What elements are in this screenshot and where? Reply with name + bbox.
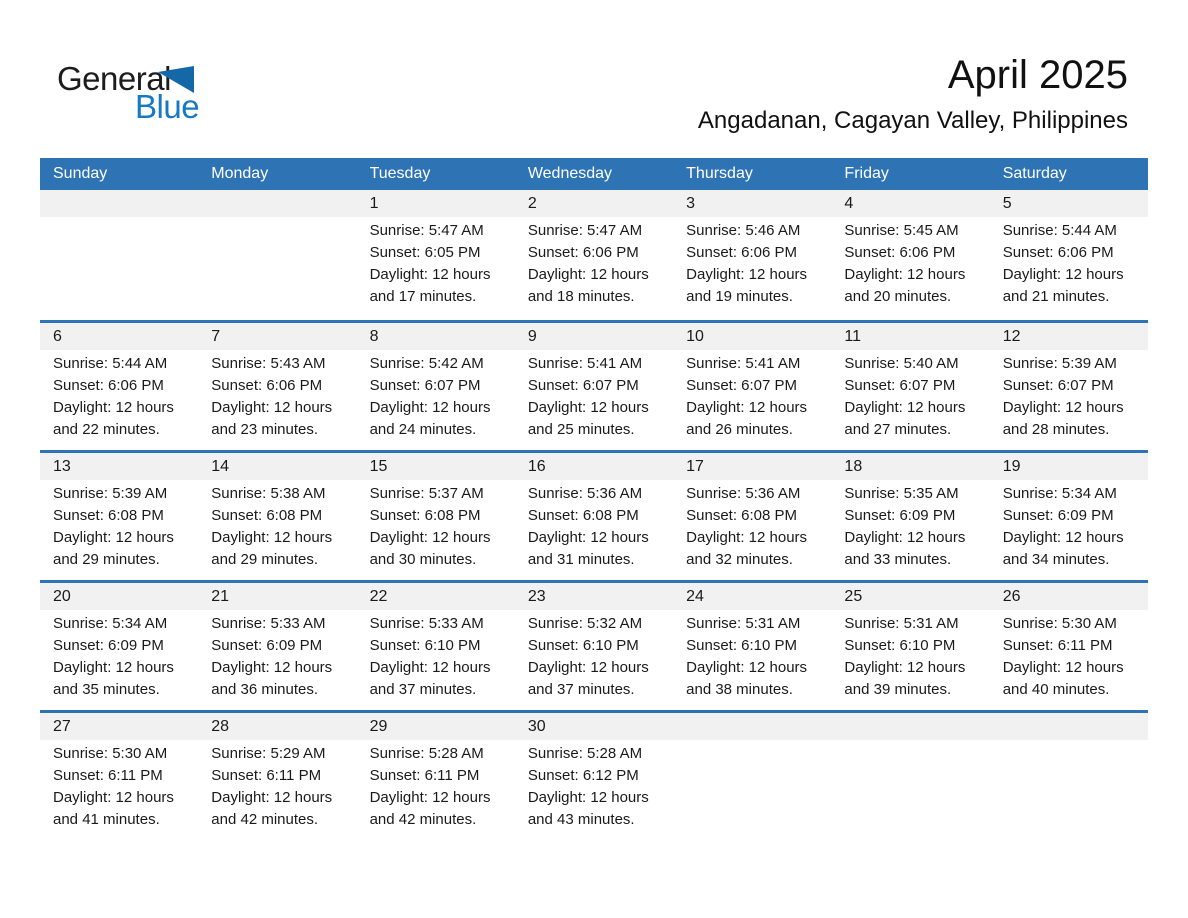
sunset-text: Sunset: 6:08 PM: [686, 507, 798, 524]
day-number-strip: [198, 190, 356, 217]
daylight-hours-text: Daylight: 12 hours: [53, 399, 174, 416]
day-cell: [515, 323, 673, 450]
day-number-strip: [40, 323, 198, 350]
sunrise-text: Sunrise: 5:31 AM: [686, 615, 801, 632]
day-info: [515, 217, 673, 308]
daylight-hours-text: Daylight: 12 hours: [369, 789, 491, 806]
daylight-minutes-text: and 29 minutes.: [53, 551, 160, 568]
daylight-minutes-text: and 24 minutes.: [369, 421, 477, 438]
daylight-hours-text: Daylight: 12 hours: [686, 266, 808, 283]
daylight-hours-text: Daylight: 12 hours: [369, 266, 491, 283]
daylight-hours-text: Daylight: 12 hours: [211, 399, 333, 416]
daylight-minutes-text: and 34 minutes.: [1002, 551, 1110, 568]
day-cell: [831, 583, 989, 710]
day-number-strip: [990, 190, 1148, 217]
sunrise-text: Sunrise: 5:36 AM: [527, 485, 643, 502]
day-cell: [40, 713, 198, 840]
sunset-text: Sunset: 6:11 PM: [1002, 637, 1113, 654]
sunset-text: Sunset: 6:09 PM: [1002, 507, 1114, 524]
day-cell: [40, 453, 198, 580]
day-cell: [515, 190, 673, 320]
sunset-text: Sunset: 6:06 PM: [53, 377, 164, 394]
page-header: [0, 0, 1188, 158]
day-cell: [357, 190, 515, 320]
day-info: [40, 217, 198, 220]
daylight-minutes-text: and 31 minutes.: [527, 551, 635, 568]
day-number-strip: [40, 713, 198, 740]
day-cell: [198, 190, 356, 320]
week-row: [40, 580, 1148, 710]
sunrise-text: Sunrise: 5:31 AM: [844, 615, 959, 632]
daylight-minutes-text: and 36 minutes.: [211, 681, 319, 698]
daylight-hours-text: Daylight: 12 hours: [211, 529, 333, 546]
day-info: [198, 480, 356, 571]
sunset-text: Sunset: 6:10 PM: [527, 637, 639, 654]
daylight-minutes-text: and 29 minutes.: [211, 551, 319, 568]
day-number: 26: [1002, 587, 1021, 605]
day-cell: [673, 453, 831, 580]
logo-text-blue: Blue: [135, 88, 200, 125]
day-number: 1: [369, 194, 379, 212]
day-number: 13: [53, 457, 71, 475]
daylight-minutes-text: and 42 minutes.: [369, 811, 477, 828]
day-cell: [673, 713, 831, 840]
sunrise-text: Sunrise: 5:45 AM: [844, 222, 959, 239]
daylight-hours-text: Daylight: 12 hours: [369, 659, 491, 676]
daylight-hours-text: Daylight: 12 hours: [53, 659, 174, 676]
day-number: 6: [53, 327, 62, 345]
daylight-minutes-text: and 38 minutes.: [686, 681, 793, 698]
daylight-hours-text: Daylight: 12 hours: [527, 659, 649, 676]
day-number-strip: [673, 323, 831, 350]
sunrise-text: Sunrise: 5:34 AM: [53, 615, 168, 632]
day-info: [515, 480, 673, 571]
sunrise-text: Sunrise: 5:43 AM: [211, 355, 326, 372]
day-number: 16: [527, 457, 546, 475]
sunrise-text: Sunrise: 5:35 AM: [844, 485, 959, 502]
day-info: [40, 480, 198, 571]
daylight-minutes-text: and 25 minutes.: [527, 421, 635, 438]
daylight-minutes-text: and 30 minutes.: [369, 551, 477, 568]
day-cell: [990, 583, 1148, 710]
daylight-hours-text: Daylight: 12 hours: [527, 266, 649, 283]
daylight-minutes-text: and 41 minutes.: [53, 811, 160, 828]
day-number: 3: [686, 194, 696, 212]
sunrise-text: Sunrise: 5:33 AM: [369, 615, 484, 632]
day-number: 23: [527, 587, 546, 605]
day-number-strip: [198, 583, 356, 610]
day-number-strip: [198, 453, 356, 480]
day-cell: [357, 323, 515, 450]
daylight-hours-text: Daylight: 12 hours: [844, 529, 966, 546]
day-number-strip: [831, 323, 989, 350]
daylight-hours-text: Daylight: 12 hours: [53, 789, 174, 806]
daylight-hours-text: Daylight: 12 hours: [1002, 266, 1124, 283]
daylight-minutes-text: and 37 minutes.: [527, 681, 635, 698]
day-number-strip: [831, 453, 989, 480]
daylight-minutes-text: and 23 minutes.: [211, 421, 319, 438]
day-info: [831, 610, 989, 701]
day-cell: [515, 713, 673, 840]
day-number: 30: [527, 717, 546, 735]
sunrise-text: Sunrise: 5:32 AM: [527, 615, 643, 632]
day-number-strip: [198, 323, 356, 350]
day-cell: [357, 713, 515, 840]
day-info: [673, 480, 831, 571]
daylight-minutes-text: and 37 minutes.: [369, 681, 477, 698]
sunset-text: Sunset: 6:11 PM: [369, 767, 480, 784]
day-info: [673, 217, 831, 308]
daylight-hours-text: Daylight: 12 hours: [1002, 529, 1124, 546]
day-info: [357, 740, 515, 831]
sunset-text: Sunset: 6:07 PM: [527, 377, 639, 394]
sunset-text: Sunset: 6:07 PM: [686, 377, 798, 394]
day-number: 9: [527, 327, 537, 345]
day-cell: [198, 583, 356, 710]
sunrise-text: Sunrise: 5:29 AM: [211, 745, 326, 762]
day-number: 5: [1002, 194, 1012, 212]
day-info: [40, 610, 198, 701]
day-cell: [831, 453, 989, 580]
day-cell: [198, 323, 356, 450]
day-number-strip: [40, 190, 198, 217]
sunset-text: Sunset: 6:06 PM: [211, 377, 323, 394]
day-cell: [990, 453, 1148, 580]
day-number-strip: [357, 190, 515, 217]
day-info: [673, 740, 831, 743]
sunset-text: Sunset: 6:09 PM: [844, 507, 956, 524]
daylight-minutes-text: and 17 minutes.: [369, 288, 477, 305]
day-info: [831, 480, 989, 571]
day-cell: [990, 323, 1148, 450]
sunset-text: Sunset: 6:11 PM: [53, 767, 163, 784]
sunset-text: Sunset: 6:06 PM: [844, 244, 956, 261]
logo-text-general: General: [57, 60, 171, 97]
weekday-monday: Monday: [211, 165, 269, 182]
day-number: 24: [686, 587, 704, 605]
sunset-text: Sunset: 6:08 PM: [369, 507, 481, 524]
day-info: [40, 740, 198, 831]
day-number-strip: [990, 713, 1148, 740]
day-number: 25: [844, 587, 863, 605]
sunrise-text: Sunrise: 5:30 AM: [1002, 615, 1117, 632]
day-number-strip: [40, 583, 198, 610]
sunrise-text: Sunrise: 5:46 AM: [686, 222, 801, 239]
daylight-hours-text: Daylight: 12 hours: [686, 399, 808, 416]
daylight-hours-text: Daylight: 12 hours: [844, 266, 966, 283]
sunset-text: Sunset: 6:07 PM: [369, 377, 481, 394]
day-number-strip: [990, 583, 1148, 610]
week-row: [40, 450, 1148, 580]
sunset-text: Sunset: 6:09 PM: [53, 637, 164, 654]
sunrise-text: Sunrise: 5:28 AM: [527, 745, 643, 762]
sunrise-text: Sunrise: 5:42 AM: [369, 355, 484, 372]
day-info: [357, 217, 515, 308]
day-info: [990, 740, 1148, 743]
day-info: [673, 350, 831, 441]
weekday-wednesday: Wednesday: [527, 165, 613, 182]
day-number: 14: [211, 457, 230, 475]
daylight-minutes-text: and 20 minutes.: [844, 288, 952, 305]
day-number-strip: [357, 453, 515, 480]
sunset-text: Sunset: 6:09 PM: [211, 637, 323, 654]
day-info: [515, 740, 673, 831]
day-cell: [198, 453, 356, 580]
weekday-header-row: [40, 158, 1148, 190]
daylight-hours-text: Daylight: 12 hours: [527, 529, 649, 546]
daylight-minutes-text: and 18 minutes.: [527, 288, 635, 305]
sunrise-text: Sunrise: 5:41 AM: [686, 355, 801, 372]
day-number-strip: [515, 583, 673, 610]
day-number-strip: [357, 323, 515, 350]
day-cell: [990, 713, 1148, 840]
day-number-strip: [198, 713, 356, 740]
day-info: [198, 610, 356, 701]
day-cell: [40, 323, 198, 450]
sunset-text: Sunset: 6:05 PM: [369, 244, 481, 261]
day-info: [673, 610, 831, 701]
day-number-strip: [673, 583, 831, 610]
day-number: 21: [211, 587, 230, 605]
month-title: April 2025: [947, 53, 1128, 97]
sunset-text: Sunset: 6:10 PM: [369, 637, 481, 654]
day-cell: [990, 190, 1148, 320]
daylight-minutes-text: and 22 minutes.: [53, 421, 160, 438]
day-info: [40, 350, 198, 441]
daylight-hours-text: Daylight: 12 hours: [211, 789, 333, 806]
day-info: [357, 350, 515, 441]
day-number: 2: [527, 194, 537, 212]
day-number-strip: [831, 583, 989, 610]
sunrise-text: Sunrise: 5:38 AM: [211, 485, 326, 502]
day-number: 29: [369, 717, 388, 735]
day-number: 28: [211, 717, 230, 735]
day-number-strip: [831, 190, 989, 217]
day-number: 20: [53, 587, 71, 605]
sunset-text: Sunset: 6:11 PM: [211, 767, 322, 784]
weeks-container: [40, 190, 1148, 840]
daylight-hours-text: Daylight: 12 hours: [53, 529, 174, 546]
calendar-grid: [40, 158, 1148, 840]
day-number: 18: [844, 457, 863, 475]
daylight-minutes-text: and 33 minutes.: [844, 551, 952, 568]
daylight-hours-text: Daylight: 12 hours: [369, 529, 491, 546]
daylight-hours-text: Daylight: 12 hours: [686, 659, 808, 676]
day-info: [198, 740, 356, 831]
sunrise-text: Sunrise: 5:41 AM: [527, 355, 643, 372]
location-subtitle: Angadanan, Cagayan Valley, Philippines: [697, 107, 1128, 134]
day-info: [990, 480, 1148, 571]
daylight-minutes-text: and 28 minutes.: [1002, 421, 1110, 438]
sunset-text: Sunset: 6:08 PM: [53, 507, 164, 524]
sunset-text: Sunset: 6:06 PM: [1002, 244, 1114, 261]
day-cell: [515, 453, 673, 580]
day-number-strip: [40, 453, 198, 480]
day-number-strip: [831, 713, 989, 740]
day-number-strip: [673, 190, 831, 217]
sunrise-text: Sunrise: 5:44 AM: [53, 355, 168, 372]
sunrise-text: Sunrise: 5:47 AM: [369, 222, 484, 239]
sunset-text: Sunset: 6:12 PM: [527, 767, 639, 784]
sunrise-text: Sunrise: 5:36 AM: [686, 485, 801, 502]
day-number: 17: [686, 457, 704, 475]
day-cell: [831, 713, 989, 840]
weekday-friday: Friday: [844, 165, 889, 182]
day-cell: [198, 713, 356, 840]
daylight-hours-text: Daylight: 12 hours: [1002, 399, 1124, 416]
sunrise-text: Sunrise: 5:34 AM: [1002, 485, 1117, 502]
daylight-minutes-text: and 40 minutes.: [1002, 681, 1110, 698]
sunset-text: Sunset: 6:08 PM: [527, 507, 639, 524]
day-cell: [831, 190, 989, 320]
sunrise-text: Sunrise: 5:44 AM: [1002, 222, 1117, 239]
sunset-text: Sunset: 6:06 PM: [527, 244, 639, 261]
sunset-text: Sunset: 6:06 PM: [686, 244, 798, 261]
day-number: 22: [369, 587, 388, 605]
day-number-strip: [357, 583, 515, 610]
day-number-strip: [673, 713, 831, 740]
daylight-hours-text: Daylight: 12 hours: [527, 399, 649, 416]
day-number-strip: [515, 713, 673, 740]
daylight-hours-text: Daylight: 12 hours: [844, 399, 966, 416]
day-cell: [673, 190, 831, 320]
day-number: 15: [369, 457, 388, 475]
sunrise-text: Sunrise: 5:39 AM: [1002, 355, 1117, 372]
sunset-text: Sunset: 6:10 PM: [844, 637, 956, 654]
daylight-minutes-text: and 42 minutes.: [211, 811, 319, 828]
day-number: 12: [1002, 327, 1021, 345]
day-info: [357, 480, 515, 571]
day-info: [990, 610, 1148, 701]
day-number-strip: [515, 453, 673, 480]
day-number: 4: [844, 194, 854, 212]
sunrise-text: Sunrise: 5:39 AM: [53, 485, 168, 502]
daylight-hours-text: Daylight: 12 hours: [211, 659, 333, 676]
day-number-strip: [990, 323, 1148, 350]
daylight-minutes-text: and 26 minutes.: [686, 421, 793, 438]
sunrise-text: Sunrise: 5:47 AM: [527, 222, 643, 239]
day-cell: [40, 583, 198, 710]
daylight-minutes-text: and 39 minutes.: [844, 681, 952, 698]
day-info: [515, 610, 673, 701]
day-info: [831, 350, 989, 441]
daylight-minutes-text: and 19 minutes.: [686, 288, 793, 305]
day-info: [831, 740, 989, 743]
sunrise-text: Sunrise: 5:30 AM: [53, 745, 168, 762]
day-cell: [673, 323, 831, 450]
day-number: 27: [53, 717, 71, 735]
weekday-tuesday: Tuesday: [369, 165, 431, 182]
sunrise-text: Sunrise: 5:40 AM: [844, 355, 959, 372]
day-number: 19: [1002, 457, 1021, 475]
weekday-thursday: Thursday: [686, 165, 753, 182]
day-number-strip: [515, 323, 673, 350]
sunset-text: Sunset: 6:08 PM: [211, 507, 323, 524]
day-cell: [515, 583, 673, 710]
weekday-sunday: Sunday: [53, 165, 108, 182]
daylight-minutes-text: and 43 minutes.: [527, 811, 635, 828]
week-row: [40, 320, 1148, 450]
day-cell: [40, 190, 198, 320]
daylight-hours-text: Daylight: 12 hours: [686, 529, 808, 546]
day-number-strip: [990, 453, 1148, 480]
daylight-minutes-text: and 27 minutes.: [844, 421, 952, 438]
day-info: [990, 350, 1148, 441]
day-info: [198, 350, 356, 441]
week-row: [40, 710, 1148, 840]
day-info: [357, 610, 515, 701]
week-row: [40, 190, 1148, 320]
day-cell: [831, 323, 989, 450]
day-cell: [673, 583, 831, 710]
day-cell: [357, 583, 515, 710]
sunrise-text: Sunrise: 5:37 AM: [369, 485, 484, 502]
daylight-minutes-text: and 35 minutes.: [53, 681, 160, 698]
daylight-hours-text: Daylight: 12 hours: [1002, 659, 1124, 676]
day-number-strip: [357, 713, 515, 740]
daylight-hours-text: Daylight: 12 hours: [369, 399, 491, 416]
sunset-text: Sunset: 6:10 PM: [686, 637, 798, 654]
weekday-saturday: Saturday: [1002, 165, 1067, 182]
day-info: [515, 350, 673, 441]
day-info: [990, 217, 1148, 308]
day-info: [831, 217, 989, 308]
day-info: [198, 217, 356, 220]
day-number: 7: [211, 327, 221, 345]
day-number: 10: [686, 327, 704, 345]
daylight-minutes-text: and 21 minutes.: [1002, 288, 1110, 305]
day-number-strip: [515, 190, 673, 217]
general-blue-logo: [57, 60, 217, 125]
day-cell: [357, 453, 515, 580]
daylight-hours-text: Daylight: 12 hours: [844, 659, 966, 676]
sunset-text: Sunset: 6:07 PM: [1002, 377, 1114, 394]
sunrise-text: Sunrise: 5:28 AM: [369, 745, 484, 762]
sunset-text: Sunset: 6:07 PM: [844, 377, 956, 394]
day-number: 8: [369, 327, 379, 345]
sunrise-text: Sunrise: 5:33 AM: [211, 615, 326, 632]
day-number: 11: [844, 327, 862, 345]
day-number-strip: [673, 453, 831, 480]
daylight-minutes-text: and 32 minutes.: [686, 551, 793, 568]
title-block: [698, 52, 1128, 135]
daylight-hours-text: Daylight: 12 hours: [527, 789, 649, 806]
